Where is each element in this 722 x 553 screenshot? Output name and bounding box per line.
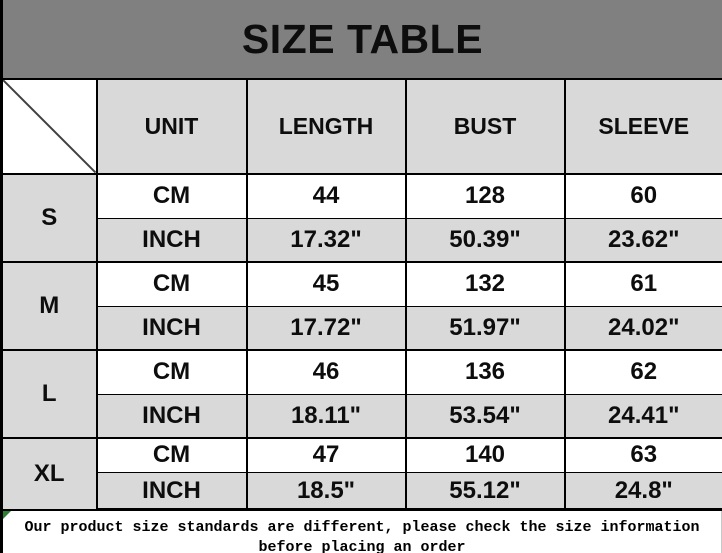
diagonal-corner-cell: [2, 79, 97, 174]
value-cell: 50.39": [406, 219, 565, 262]
table-row: [2, 262, 722, 307]
table-row: [2, 219, 722, 262]
unit-label-cm: CM: [97, 262, 247, 307]
value-cell: 23.62": [565, 219, 722, 262]
unit-label-inch: INCH: [97, 473, 247, 510]
value-cell: 61: [565, 262, 722, 307]
value-cell: 24.41": [565, 395, 722, 438]
column-header-bust: BUST: [406, 79, 565, 174]
value-cell: 51.97": [406, 307, 565, 350]
size-table: [0, 78, 722, 511]
value-cell: 18.11": [247, 395, 406, 438]
unit-label-cm: CM: [97, 350, 247, 395]
value-cell: 136: [406, 350, 565, 395]
table-row: [2, 395, 722, 438]
table-row: [2, 438, 722, 473]
value-cell: 17.32": [247, 219, 406, 262]
footer-note: [0, 511, 722, 553]
value-cell: 45: [247, 262, 406, 307]
table-row: [2, 473, 722, 510]
size-label-s: S: [2, 174, 97, 262]
unit-label-inch: INCH: [97, 395, 247, 438]
footer-note-line2: before placing an order: [258, 539, 466, 553]
value-cell: 132: [406, 262, 565, 307]
diagonal-line-icon: [3, 80, 96, 173]
header-row: [2, 79, 722, 174]
value-cell: 140: [406, 438, 565, 473]
value-cell: 53.54": [406, 395, 565, 438]
value-cell: 24.8": [565, 473, 722, 510]
size-label-l: L: [2, 350, 97, 438]
size-label-xl: XL: [2, 438, 97, 510]
column-header-sleeve: SLEEVE: [565, 79, 722, 174]
table-row: [2, 307, 722, 350]
table-row: [2, 174, 722, 219]
value-cell: 62: [565, 350, 722, 395]
cell-corner-mark-icon: [3, 511, 11, 519]
footer-note-line1: Our product size standards are different, please check the size information: [24, 519, 700, 536]
title-bar: [0, 0, 722, 78]
value-cell: 47: [247, 438, 406, 473]
size-label-m: M: [2, 262, 97, 350]
value-cell: 46: [247, 350, 406, 395]
column-header-unit: UNIT: [97, 79, 247, 174]
page-title: SIZE TABLE: [241, 15, 484, 62]
value-cell: 63: [565, 438, 722, 473]
unit-label-inch: INCH: [97, 307, 247, 350]
value-cell: 44: [247, 174, 406, 219]
unit-label-cm: CM: [97, 174, 247, 219]
unit-label-inch: INCH: [97, 219, 247, 262]
value-cell: 128: [406, 174, 565, 219]
unit-label-cm: CM: [97, 438, 247, 473]
value-cell: 55.12": [406, 473, 565, 510]
value-cell: 24.02": [565, 307, 722, 350]
value-cell: 17.72": [247, 307, 406, 350]
value-cell: 60: [565, 174, 722, 219]
value-cell: 18.5": [247, 473, 406, 510]
column-header-length: LENGTH: [247, 79, 406, 174]
table-row: [2, 350, 722, 395]
